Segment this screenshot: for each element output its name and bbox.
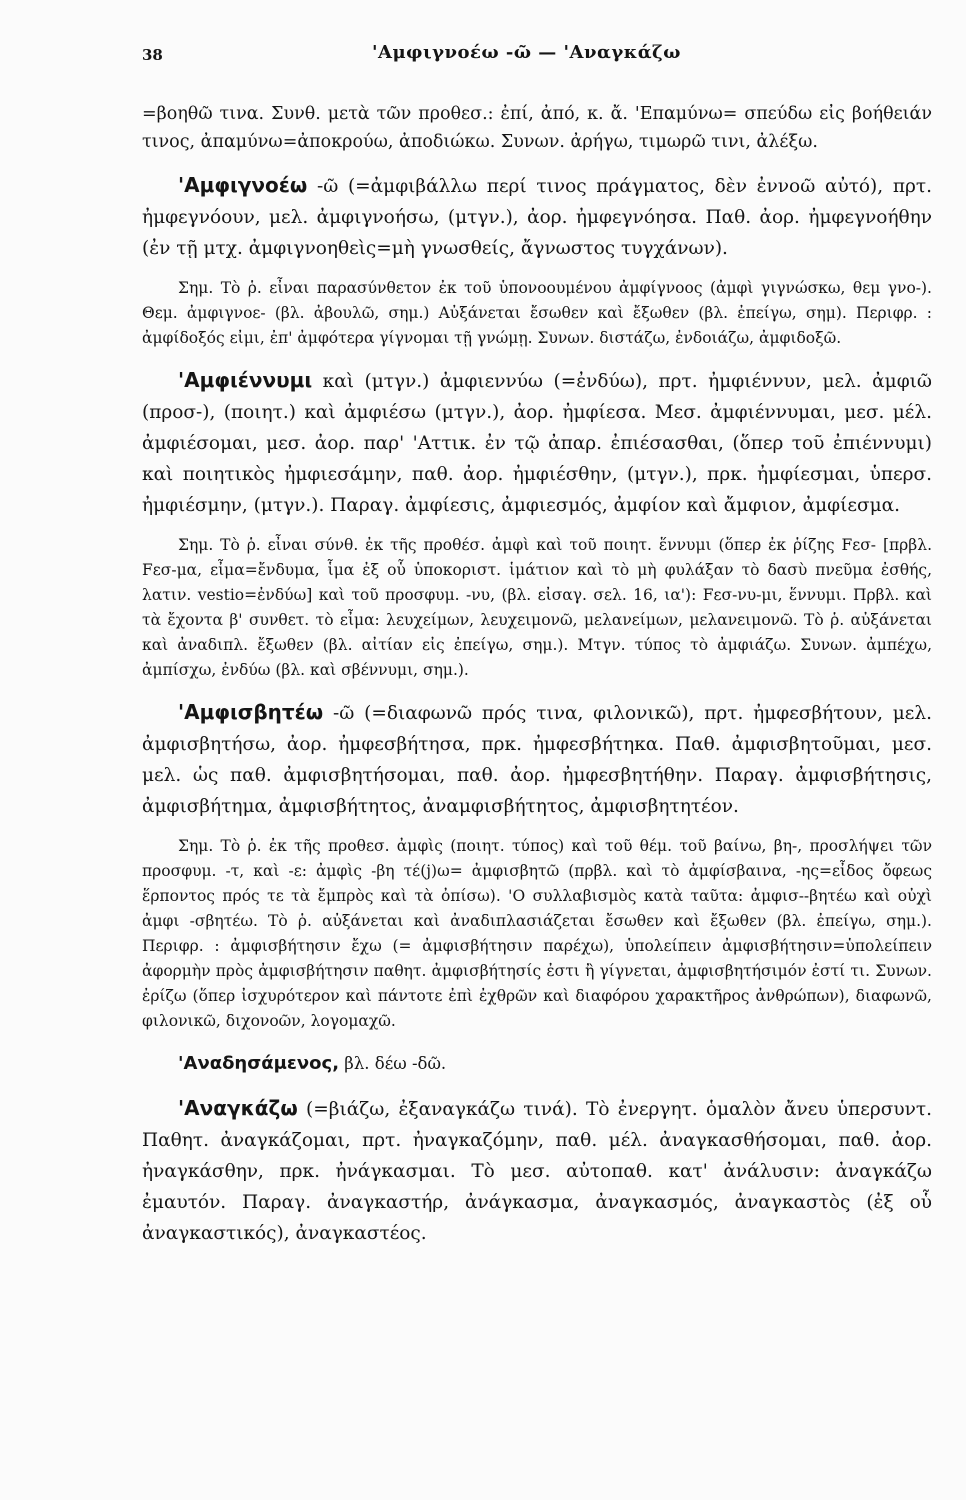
entry-amphiennymi bbox=[142, 365, 932, 521]
continuation-paragraph: =βοηθῶ τινα. Συνθ. μετὰ τῶν προθεσ.: ἐπί, ἀπό, κ. ἄ. 'Επαμύνω= σπεύδω εἰς βοήθειάν τινος, ἀπαμύνω=ἀποκρούω, ἀποδιώκω. Συνων. ἀρήγω, τιμωρῶ τινι, ἀλέξω. bbox=[142, 104, 932, 152]
entry-text: βλ. δέω -δῶ. bbox=[339, 1054, 447, 1073]
entry-amphisbeteo bbox=[142, 697, 932, 822]
page-number: 38 bbox=[142, 46, 163, 64]
note-amphisbeteo: Σημ. Τὸ ῥ. ἐκ τῆς προθεσ. ἀμφὶς (ποιητ. τύπος) καὶ τοῦ θέμ. τοῦ βαίνω, βη-, προσλήψει τῶν προσφυμ. -τ, καὶ -ε: ἀμφὶς -βη τέ(j)ω= ἀμφισβητῶ (πρβλ. καὶ τὸ ἀμφίσβαινα, -ης=εἶδος ὄφεως ἕρποντος πρός τε τὰ ἔμπρὸς καὶ τὰ ὀπίσω). 'Ο συλλαβισμὸς κατὰ ταῦτα: ἀμφισ--βητέω καὶ οὐχὶ ἀμφι -σβητέω. Τὸ ῥ. αὐξάνεται καὶ ἀναδιπλασιάζεται ἔσωθεν καὶ ἔξωθεν (βλ. ἐπείγω, σημ.). Περιφρ. : ἀμφισβήτησιν ἔχω (= ἀμφισβήτησιν παρέχω), ὑπολείπειν ἀμφισβήτησιν=ὑπολείπειν ἀφορμὴν πρὸς ἀμφισβήτησιν παθητ. ἀμφισβήτησίς ἐστι ἢ γίγνεται, ἀμφισβητήσιμόν ἐστί τι. Συνων. ἐρίζω (ὅπερ ἰσχυρότερον καὶ πάντοτε ἐπὶ ἐχθρῶν καὶ διαφόρου χαρακτῆρος ἀνθρώπων), διαφωνῶ, φιλονικῶ, διχονοῶν, λογομαχῶ. bbox=[142, 837, 932, 1030]
page-header bbox=[142, 38, 932, 68]
lemma-headword: 'Αναγκάζω bbox=[178, 1096, 298, 1120]
entry-amphignoeo bbox=[142, 170, 932, 264]
lemma-headword: 'Αμφιγνοέω bbox=[178, 173, 308, 197]
lemma-headword: 'Αμφιέννυμι bbox=[178, 368, 313, 392]
page bbox=[142, 38, 932, 1249]
lemma-headword: 'Αναδησάμενος, bbox=[178, 1053, 340, 1074]
note-amphiennymi: Σημ. Τὸ ῥ. εἶναι σύνθ. ἐκ τῆς προθέσ. ἀμφὶ καὶ τοῦ ποιητ. ἕννυμι (ὅπερ ἐκ ῥίζης Fεσ- [πρβλ. Fεσ-μα, εἶμα=ἔνδυμα, ἷμα ἐξ οὗ ὑποκοριστ. ἱμάτιον καὶ τὸ μὴ φυλάξαν τὸ δασὺ πνεῦμα ἐσθής, λατιν. vestio=ἐνδύω] καὶ τοῦ προσφυμ. -νυ, (βλ. εἰσαγ. σελ. 16, ια'): Fεσ-νυ-μι, ἕννυμι. Πρβλ. καὶ τὰ ἔχοντα β' συνθετ. τὸ εἶμα: λευχείμων, λευχειμονῶ, μελανείμων, μελανειμονῶ. Τὸ ῥ. αὐξάνεται καὶ ἀναδιπλ. ἔξωθεν (βλ. αἰτίαν εἰς ἐπείγω, σημ.). Μτγν. τύπος τὸ ἀμφιάζω. Συνων. ἀμπέχω, ἀμπίσχω, ἐνδύω (βλ. καὶ σβέννυμι, σημ.). bbox=[142, 536, 932, 679]
entry-text: -ῶ (=ἀμφιβάλλω περί τινος πράγματος, δὲν ἐννοῶ αὐτό), πρτ. ἠμφεγνόουν, μελ. ἀμφιγνοήσω, (μτγν.), ἀορ. ἠμφεγνόησα. Παθ. ἀορ. ἠμφεγνοήθην (ἐν τῇ μτχ. ἀμφιγνοηθεὶς=μὴ γνωσθείς, ἄγνωστος τυγχάνων). bbox=[142, 176, 932, 259]
entry-text: (=βιάζω, ἐξαναγκάζω τινά). Τὸ ἐνεργητ. ὁμαλὸν ἄνευ ὑπερσυντ. Παθητ. ἀναγκάζομαι, πρτ. ἠναγκαζόμην, παθ. μέλ. ἀναγκασθήσομαι, παθ. ἀορ. ἠναγκάσθην, πρκ. ἠνάγκασμαι. Τὸ μεσ. αὐτοπαθ. κατ' ἀνάλυσιν: ἀναγκάζω ἐμαυτόν. Παραγ. ἀναγκαστήρ, ἀνάγκασμα, ἀναγκασμός, ἀναγκαστὸς (ἐξ οὗ ἀναγκαστικός), ἀναγκαστέος. bbox=[142, 1099, 932, 1244]
dictionary-body bbox=[142, 100, 932, 1249]
entry-anadesamenos bbox=[142, 1048, 932, 1079]
note-amphignoeo: Σημ. Τὸ ῥ. εἶναι παρασύνθετον ἐκ τοῦ ὑπονοουμένου ἀμφίγνοος (ἀμφὶ γιγνώσκω, θεμ γνο-). Θεμ. ἀμφιγνοε- (βλ. ἀβουλῶ, σημ.) Αὐξάνεται ἔσωθεν καὶ ἔξωθεν (βλ. ἐπείγω, σημ). Περιφρ. : ἀμφίδοξός εἰμι, ἐπ' ἀμφότερα γίγνομαι τῇ γνώμῃ. Συνων. διστάζω, ἐνδοιάζω, ἀμφιδοξῶ. bbox=[142, 279, 932, 347]
entry-text: καὶ (μτγν.) ἀμφιεννύω (=ἐνδύω), πρτ. ἠμφιέννυν, μελ. ἀμφιῶ (προσ-), (ποιητ.) καὶ ἀμφιέσω (μτγν.), ἀορ. ἠμφίεσα. Μεσ. ἀμφιέννυμαι, μεσ. μέλ. ἀμφιέσομαι, μεσ. ἀορ. παρ' 'Αττικ. ἐν τῷ ἀπαρ. ἐπιέσασθαι, (ὅπερ τοῦ ἐπιέννυμι) καὶ ποιητικὸς ἠμφιεσάμην, παθ. ἀορ. ἠμφιέσθην, (μτγν.), πρκ. ἠμφίεσμαι, ὑπερσ. ἠμφιέσμην, (μτγν.). Παραγ. ἀμφίεσις, ἀμφιεσμός, ἀμφίον καὶ ἄμφιον, ἀμφίεσμα. bbox=[142, 371, 932, 516]
entry-anankazo bbox=[142, 1093, 932, 1249]
lemma-headword: 'Αμφισβητέω bbox=[178, 700, 324, 724]
running-title: 'Αμφιγνοέω -ῶ — 'Αναγκάζω bbox=[372, 42, 681, 63]
entry-text: -ῶ (=διαφωνῶ πρός τινα, φιλονικῶ), πρτ. ἠμφεσβήτουν, μελ. ἀμφισβητήσω, ἀορ. ἠμφεσβήτησα, πρκ. ἠμφεσβήτηκα. Παθ. ἀμφισβητοῦμαι, μεσ. μελ. ὡς παθ. ἀμφισβητήσομαι, παθ. ἀορ. ἠμφεσβητήθην. Παραγ. ἀμφισβήτησις, ἀμφισβήτημα, ἀμφισβήτητος, ἀναμφισβήτητος, ἀμφισβητητέον. bbox=[142, 703, 932, 817]
